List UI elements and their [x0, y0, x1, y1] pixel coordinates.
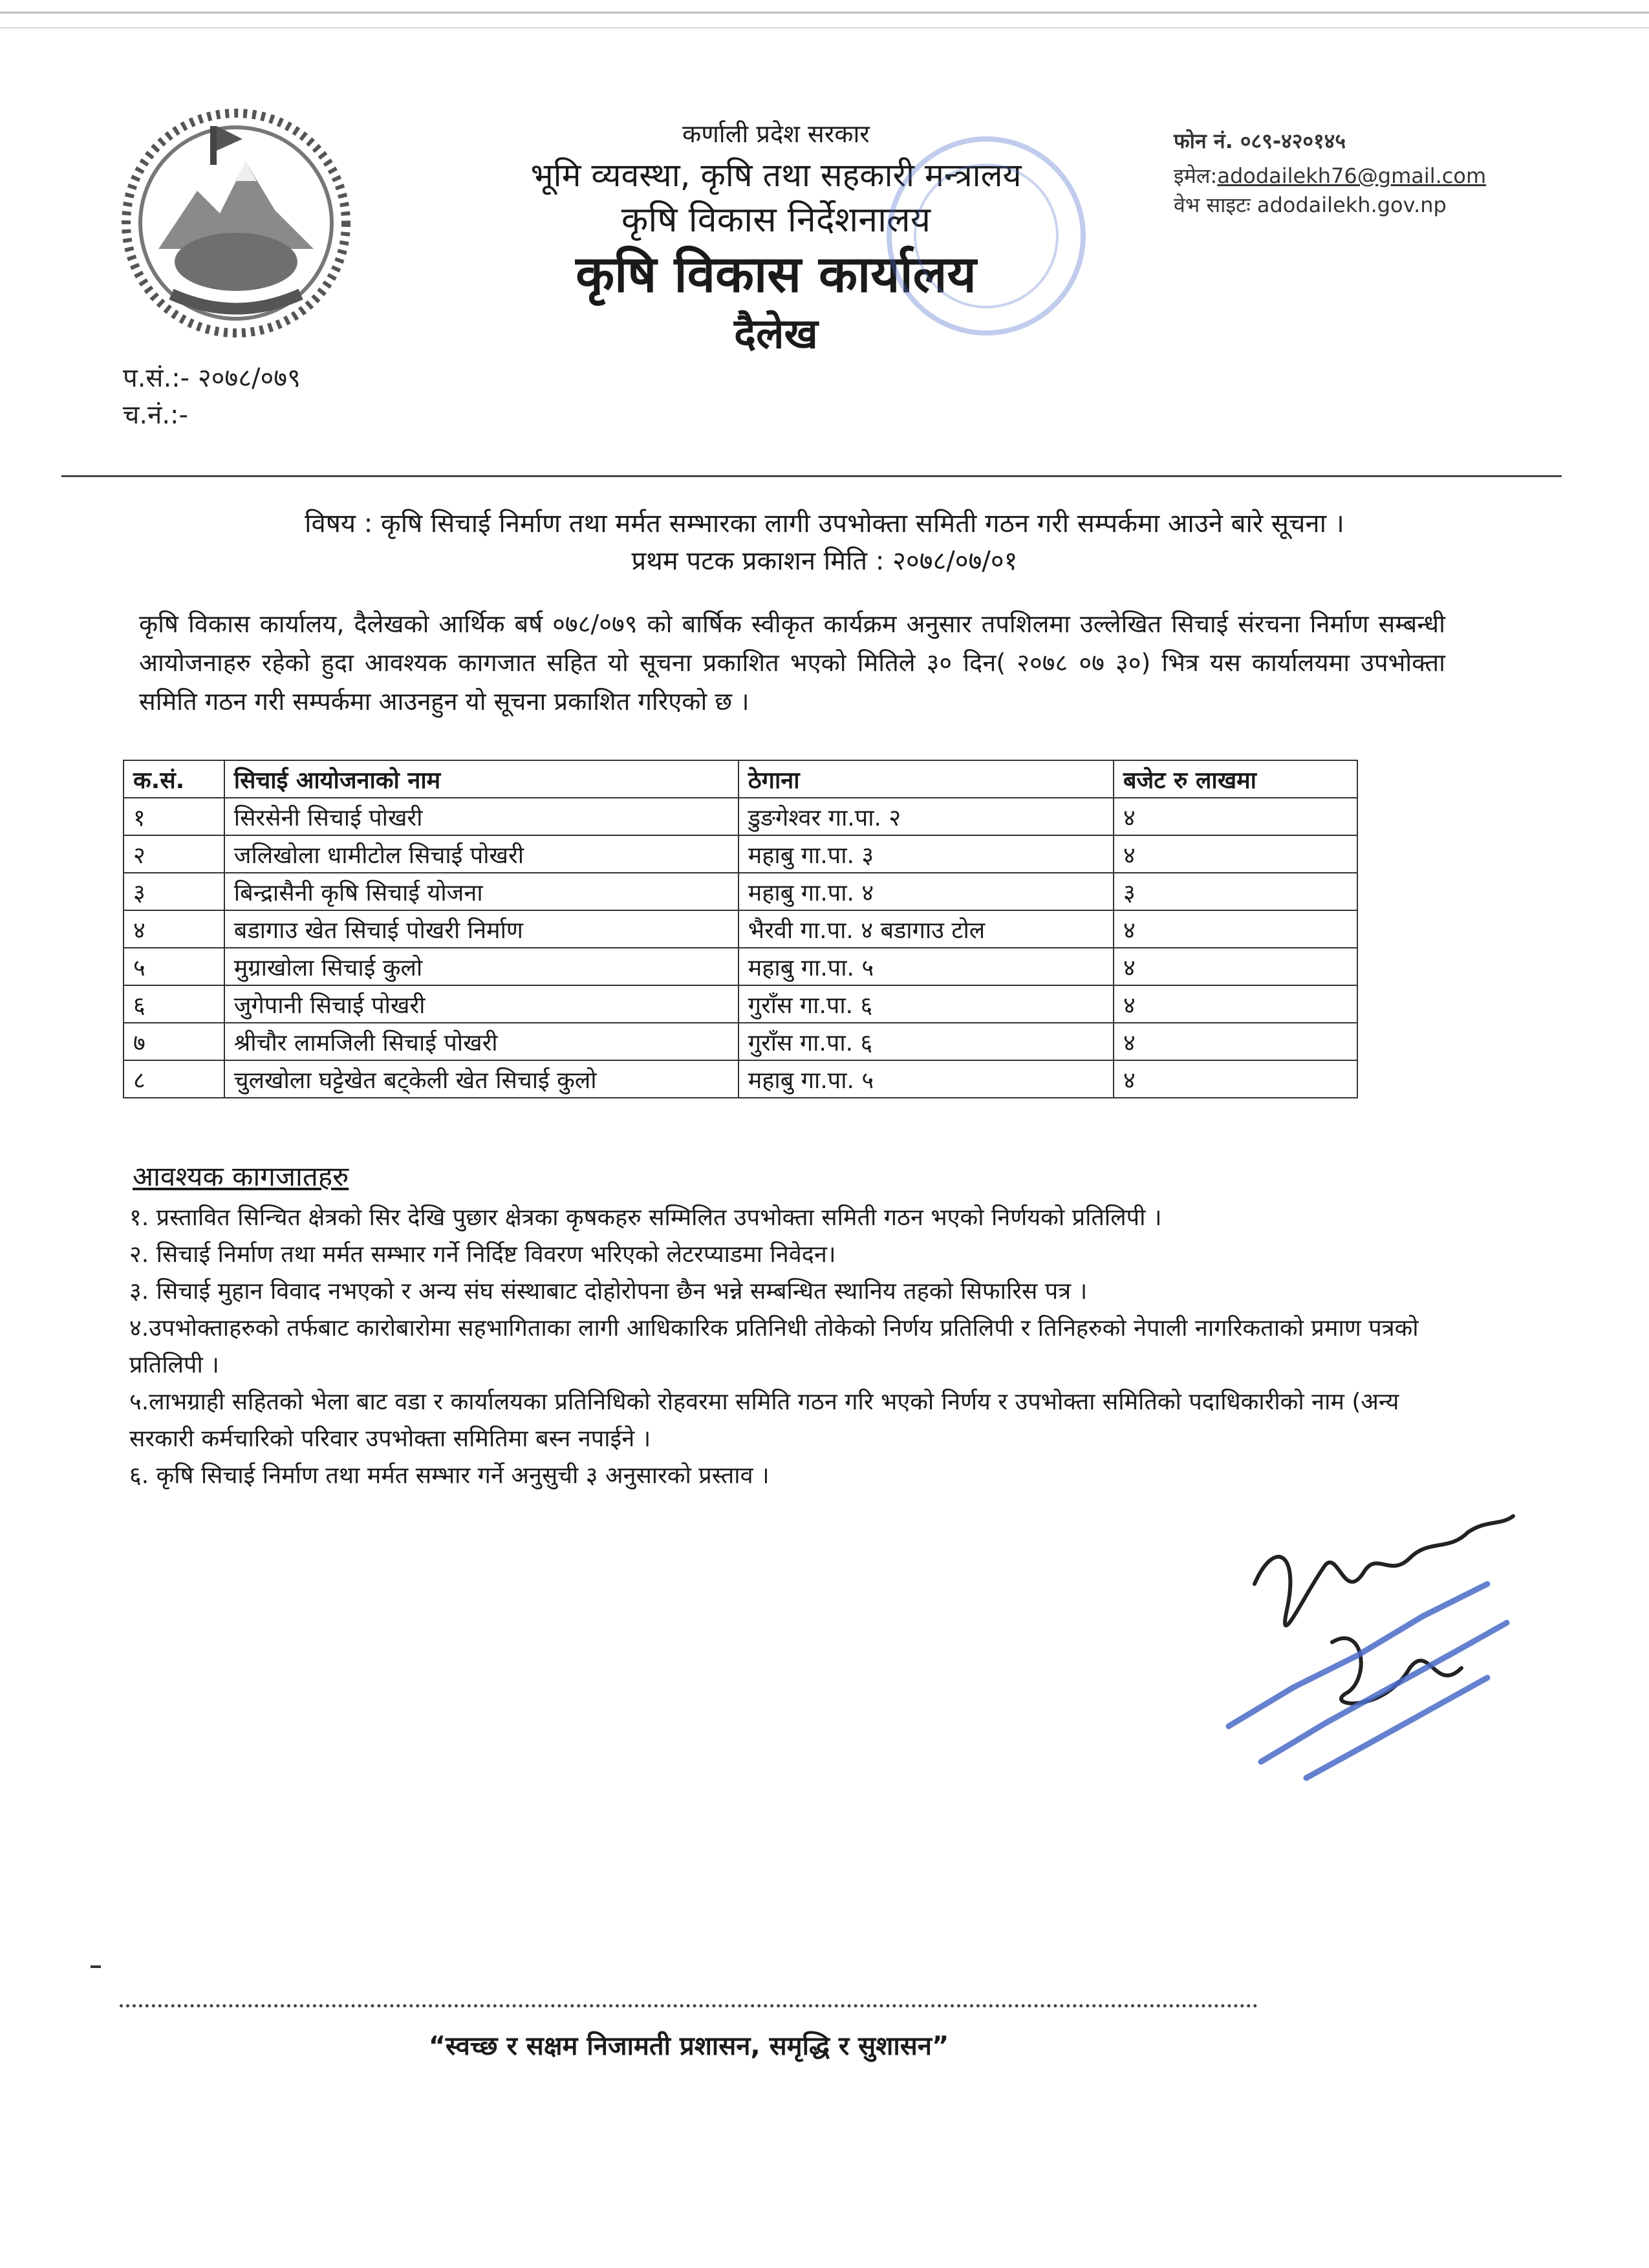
- cell-project: जलिखोला धामीटोल सिचाई पोखरी: [224, 835, 738, 873]
- cell-project: जुगेपानी सिचाई पोखरी: [224, 985, 738, 1023]
- nepal-emblem-icon: [113, 100, 359, 346]
- ministry-name: भूमि व्यवस्था, कृषि तथा सहकारी मन्त्रालय: [530, 156, 1022, 194]
- table-row: [124, 835, 1357, 873]
- table-row: [124, 910, 1357, 948]
- website-address: adodailekh.gov.np: [1256, 193, 1447, 217]
- cell-budget: ४: [1114, 1023, 1357, 1060]
- table-row: [124, 1060, 1357, 1098]
- scan-edge-line: [0, 27, 1649, 28]
- header-separator: [61, 475, 1562, 477]
- cell-address: गुराँस गा.पा. ६: [738, 1023, 1114, 1060]
- cell-budget: ४: [1114, 948, 1357, 985]
- footer-motto: “स्वच्छ र सक्षम निजामती प्रशासन, समृद्धि र सुशासन”: [428, 2031, 949, 2061]
- cell-address: भैरवी गा.पा. ४ बडागाउ टोल: [738, 910, 1114, 948]
- office-stamp-icon: [879, 129, 1093, 343]
- cell-project: सिरसेनी सिचाई पोखरी: [224, 798, 738, 835]
- col-budget-header: बजेट रु लाखमा: [1114, 760, 1357, 798]
- cell-budget: ४: [1114, 985, 1357, 1023]
- cell-budget: ३: [1114, 873, 1357, 910]
- phone-number: ०८९-४२०१४५: [1240, 129, 1346, 153]
- letter-number: प.सं.:- २०७८/०७९: [123, 363, 301, 393]
- list-item: ४.उपभोक्ताहरुको तर्फबाट कारोबारोमा सहभागिताका लागी आधिकारिक प्रतिनिधी तोकेको निर्णय प्रतिलिपी र तिनिहरुको नेपाली नागरिकताको प्रमाण पत्रको प्रतिलिपी ।: [129, 1315, 1419, 1378]
- cell-budget: ४: [1114, 1060, 1357, 1098]
- email-line: [1174, 162, 1486, 189]
- table-row: [124, 1023, 1357, 1060]
- website-label: वेभ साइटः: [1174, 193, 1251, 217]
- signature-stamp-icon: [1216, 1513, 1539, 1784]
- government-name: कर्णाली प्रदेश सरकार: [682, 120, 870, 148]
- cell-address: डुङगेश्वर गा.पा. २: [738, 798, 1114, 835]
- office-name: कृषि विकास कार्यालय: [576, 246, 976, 304]
- phone-line: [1174, 127, 1346, 155]
- list-item: ५.लाभग्राही सहितको भेला बाट वडा र कार्यालयका प्रतिनिधिको रोहवरमा समिति गठन गरि भएको निर्णय र उपभोक्ता समितिको पदाधिकारीको नाम (अन्य सरकारी कर्मचारिको परिवार उपभोक्ता समितिमा बस्न नपाईने ।: [129, 1389, 1399, 1452]
- col-project-header: सिचाई आयोजनाको नाम: [224, 760, 738, 798]
- email-label: इमेल:: [1174, 164, 1218, 188]
- notice-body: कृषि विकास कार्यालय, दैलेखको आर्थिक बर्ष ०७८/०७९ को बार्षिक स्वीकृत कार्यक्रम अनुसार तपशिलमा उल्लेखित सिचाई संरचना निर्माण सम्बन्धी आयोजनाहरु रहेको हुदा आवश्यक कागजात सहित यो सूचना प्रकाशित भएको मितिले ३० दिन( २०७८ ०७ ३०) भित्र यस कार्यालयमा उपभोक्ता समिति गठन गरी सम्पर्कमा आउनहुन यो सूचना प्रकाशित गरिएको छ ।: [139, 610, 1445, 716]
- phone-label: फोन नं.: [1174, 129, 1233, 153]
- cell-address: गुराँस गा.पा. ६: [738, 985, 1114, 1023]
- cell-project: चुलखोला घट्टेखेत बट्केली खेत सिचाई कुलो: [224, 1060, 738, 1098]
- cell-address: महाबु गा.पा. ४: [738, 873, 1114, 910]
- col-serial-header: क.सं.: [124, 760, 224, 798]
- cell-budget: ४: [1114, 835, 1357, 873]
- table-header-row: [124, 760, 1357, 798]
- cell-project: श्रीचौर लामजिली सिचाई पोखरी: [224, 1023, 738, 1060]
- list-item: २. सिचाई निर्माण तथा मर्मत सम्भार गर्ने निर्दिष्ट विवरण भरिएको लेटरप्याडमा निवेदन।: [129, 1241, 836, 1268]
- website-line: [1174, 191, 1447, 219]
- cell-project: बिन्द्रासैनी कृषि सिचाई योजना: [224, 873, 738, 910]
- cell-serial: १: [124, 798, 224, 835]
- cell-address: महाबु गा.पा. ५: [738, 948, 1114, 985]
- table-row: [124, 873, 1357, 910]
- cell-serial: ४: [124, 910, 224, 948]
- email-address: adodailekh76@gmail.com: [1217, 164, 1487, 188]
- cell-budget: ४: [1114, 910, 1357, 948]
- col-address-header: ठेगाना: [738, 760, 1114, 798]
- documents-list: [129, 1199, 1461, 1494]
- list-item: ६. कृषि सिचाई निर्माण तथा मर्मत सम्भार गर्ने अनुसुची ३ अनुसारको प्रस्ताव ।: [129, 1462, 770, 1489]
- cell-project: बडागाउ खेत सिचाई पोखरी निर्माण: [224, 910, 738, 948]
- cell-serial: ६: [124, 985, 224, 1023]
- dispatch-number: च.नं.:-: [123, 400, 188, 430]
- cell-address: महाबु गा.पा. ५: [738, 1060, 1114, 1098]
- scan-mark: [91, 1965, 101, 1968]
- documents-heading: आवश्यक कागजातहरु: [133, 1161, 349, 1192]
- cell-address: महाबु गा.पा. ३: [738, 835, 1114, 873]
- cell-serial: ५: [124, 948, 224, 985]
- cell-serial: ३: [124, 873, 224, 910]
- list-item: १. प्रस्तावित सिन्चित क्षेत्रको सिर देखि पुछार क्षेत्रका कृषकहरु सम्मिलित उपभोक्ता समिती गठन भएको निर्णयको प्रतिलिपी ।: [129, 1204, 1162, 1231]
- scan-edge-line: [0, 12, 1649, 14]
- project-table: [123, 760, 1358, 1098]
- table-row: [124, 798, 1357, 835]
- table-row: [124, 985, 1357, 1023]
- directorate-name: कृषि विकास निर्देशनालय: [621, 199, 931, 240]
- cell-budget: ४: [1114, 798, 1357, 835]
- list-item: ३. सिचाई मुहान विवाद नभएको र अन्य संघ संस्थाबाट दोहोरोपना छैन भन्ने सम्बन्धित स्थानिय तहको सिफारिस पत्र ।: [129, 1278, 1088, 1305]
- subject-line: विषय : कृषि सिचाई निर्माण तथा मर्मत सम्भारका लागी उपभोक्ता समिती गठन गरी सम्पर्कमा आउने बारे सूचना ।: [305, 509, 1344, 539]
- table-row: [124, 948, 1357, 985]
- cell-serial: २: [124, 835, 224, 873]
- office-location: दैलेख: [734, 310, 818, 358]
- cell-serial: ७: [124, 1023, 224, 1060]
- publication-date: प्रथम पटक प्रकाशन मिति : २०७८/०७/०१: [631, 546, 1018, 576]
- cell-serial: ८: [124, 1060, 224, 1098]
- cell-project: मुग्राखोला सिचाई कुलो: [224, 948, 738, 985]
- footer-dotted-line: [120, 2004, 1258, 2007]
